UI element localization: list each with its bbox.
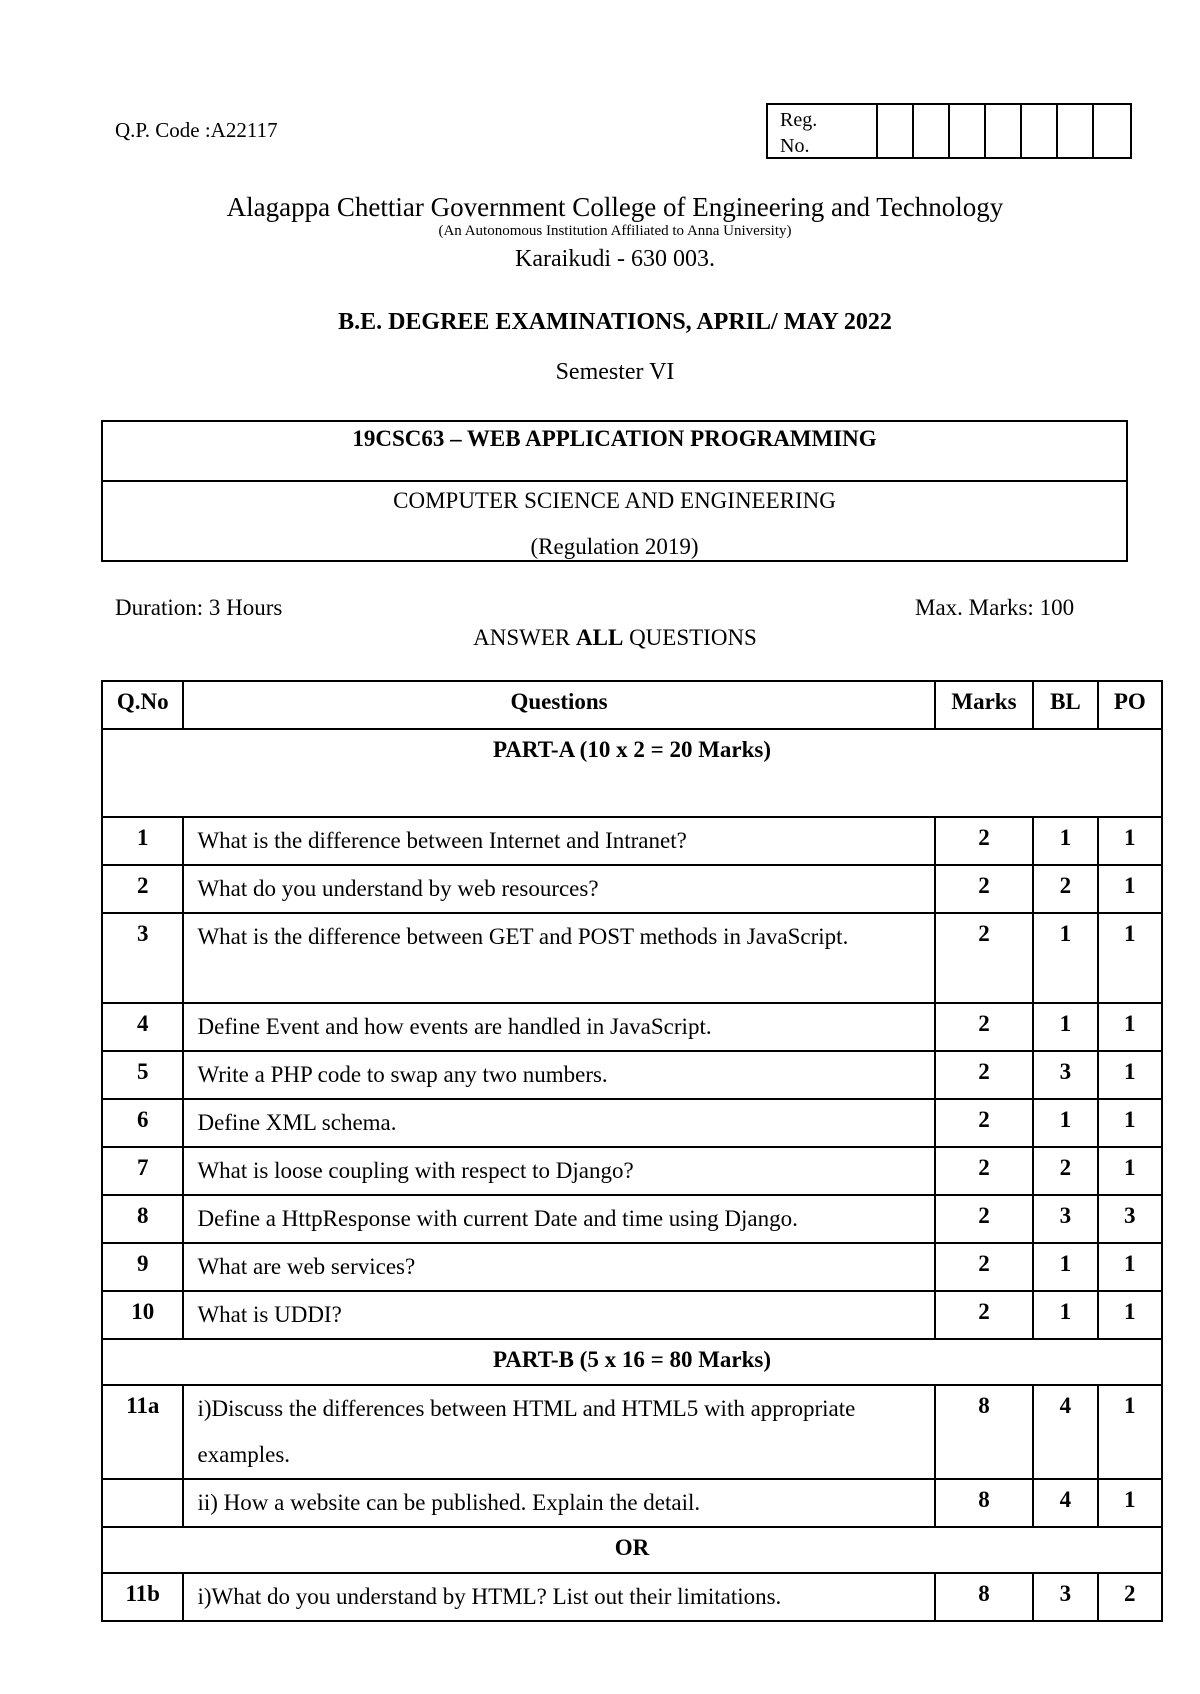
qno: 5 <box>102 1051 183 1099</box>
header-marks: Marks <box>935 681 1034 729</box>
qno: 8 <box>102 1195 183 1243</box>
qno: 1 <box>102 817 183 865</box>
table-row <box>102 1291 1162 1339</box>
bl: 2 <box>1033 1147 1097 1195</box>
reg-no-cell[interactable] <box>914 105 950 157</box>
bl: 1 <box>1033 1291 1097 1339</box>
table-row <box>102 1003 1162 1051</box>
part-b-heading: PART-B (5 x 16 = 80 Marks) <box>102 1339 1162 1385</box>
question: What is loose coupling with respect to Django? <box>183 1147 934 1195</box>
marks: 2 <box>935 1147 1034 1195</box>
qno <box>102 1479 183 1527</box>
reg-no-cell[interactable] <box>878 105 914 157</box>
table-row <box>102 1479 1162 1527</box>
instruction-bold: ALL <box>576 625 624 650</box>
or-row <box>102 1527 1162 1573</box>
po: 3 <box>1098 1195 1162 1243</box>
question: What is the difference between Internet and Intranet? <box>183 817 934 865</box>
part-a-heading: PART-A (10 x 2 = 20 Marks) <box>102 729 1162 817</box>
question-table <box>101 680 1163 1622</box>
bl: 1 <box>1033 1003 1097 1051</box>
marks: 2 <box>935 865 1034 913</box>
exam-title: B.E. DEGREE EXAMINATIONS, APRIL/ MAY 2022 <box>338 309 892 335</box>
po: 1 <box>1098 1479 1162 1527</box>
table-header-row <box>102 681 1162 729</box>
reg-no-cell[interactable] <box>986 105 1022 157</box>
course-box <box>101 420 1128 562</box>
qno: 6 <box>102 1099 183 1147</box>
po: 1 <box>1098 865 1162 913</box>
marks: 2 <box>935 1195 1034 1243</box>
table-row <box>102 1243 1162 1291</box>
question: Define XML schema. <box>183 1099 934 1147</box>
instruction-prefix: ANSWER <box>473 625 577 650</box>
question: i)Discuss the differences between HTML and HTML5 with appropriate examples. <box>183 1385 934 1479</box>
marks: 2 <box>935 1003 1034 1051</box>
reg-no-cell[interactable] <box>1058 105 1094 157</box>
bl: 1 <box>1033 1243 1097 1291</box>
bl: 3 <box>1033 1051 1097 1099</box>
instruction <box>0 625 1200 651</box>
po: 1 <box>1098 1003 1162 1051</box>
marks: 2 <box>935 817 1034 865</box>
po: 1 <box>1098 1243 1162 1291</box>
semester: Semester VI <box>555 359 675 385</box>
po: 2 <box>1098 1573 1162 1621</box>
department: COMPUTER SCIENCE AND ENGINEERING <box>393 488 836 513</box>
question: What are web services? <box>183 1243 934 1291</box>
duration: Duration: 3 Hours <box>115 595 283 620</box>
table-row <box>102 1385 1162 1479</box>
question: Define Event and how events are handled in JavaScript. <box>183 1003 934 1051</box>
qno: 10 <box>102 1291 183 1339</box>
qno: 9 <box>102 1243 183 1291</box>
bl: 4 <box>1033 1385 1097 1479</box>
table-row <box>102 1195 1162 1243</box>
bl: 3 <box>1033 1573 1097 1621</box>
marks: 2 <box>935 1291 1034 1339</box>
bl: 1 <box>1033 1099 1097 1147</box>
table-row <box>102 1573 1162 1621</box>
table-row <box>102 817 1162 865</box>
bl: 4 <box>1033 1479 1097 1527</box>
qno: 4 <box>102 1003 183 1051</box>
qp-code: Q.P. Code :A22117 <box>115 118 278 142</box>
header-qno: Q.No <box>102 681 183 729</box>
marks: 8 <box>935 1479 1034 1527</box>
table-row <box>102 1099 1162 1147</box>
question: Write a PHP code to swap any two numbers. <box>183 1051 934 1099</box>
regulation: (Regulation 2019) <box>530 534 699 559</box>
marks: 2 <box>935 1099 1034 1147</box>
question: Define a HttpResponse with current Date and time using Django. <box>183 1195 934 1243</box>
reg-label-line-2: No. <box>780 135 810 157</box>
qno: 2 <box>102 865 183 913</box>
reg-no-cell[interactable] <box>1022 105 1058 157</box>
bl: 2 <box>1033 865 1097 913</box>
po: 1 <box>1098 1385 1162 1479</box>
table-row <box>102 913 1162 1003</box>
po: 1 <box>1098 1051 1162 1099</box>
question: What do you understand by web resources? <box>183 865 934 913</box>
part-a-row <box>102 729 1162 817</box>
po: 1 <box>1098 1291 1162 1339</box>
or-label: OR <box>102 1527 1162 1573</box>
reg-no-cell[interactable] <box>1094 105 1130 157</box>
qno: 7 <box>102 1147 183 1195</box>
bl: 1 <box>1033 913 1097 1003</box>
college-name: Alagappa Chettiar Government College of Engineering and Technology <box>226 192 1004 222</box>
po: 1 <box>1098 817 1162 865</box>
instruction-suffix: QUESTIONS <box>623 625 757 650</box>
max-marks: Max. Marks: 100 <box>915 595 1075 620</box>
reg-no-cell[interactable] <box>950 105 986 157</box>
marks: 8 <box>935 1573 1034 1621</box>
part-b-row <box>102 1339 1162 1385</box>
course-title: 19CSC63 – WEB APPLICATION PROGRAMMING <box>103 422 1126 482</box>
question: What is the difference between GET and POST methods in JavaScript. <box>183 913 934 1003</box>
table-row <box>102 1051 1162 1099</box>
qno: 11b <box>102 1573 183 1621</box>
header-po: PO <box>1098 681 1162 729</box>
qno: 11a <box>102 1385 183 1479</box>
header-bl: BL <box>1033 681 1097 729</box>
college-city: Karaikudi - 630 003. <box>515 246 715 272</box>
bl: 1 <box>1033 817 1097 865</box>
marks: 2 <box>935 913 1034 1003</box>
po: 1 <box>1098 913 1162 1003</box>
reg-label-line-1: Reg. <box>780 109 818 131</box>
bl: 3 <box>1033 1195 1097 1243</box>
qno: 3 <box>102 913 183 1003</box>
header-questions: Questions <box>183 681 934 729</box>
college-affiliation: (An Autonomous Institution Affiliated to Anna University) <box>438 223 792 239</box>
marks: 8 <box>935 1385 1034 1479</box>
table-row <box>102 1147 1162 1195</box>
question: What is UDDI? <box>183 1291 934 1339</box>
marks: 2 <box>935 1243 1034 1291</box>
reg-no-box <box>766 103 1132 159</box>
reg-no-label <box>768 105 878 157</box>
question: i)What do you understand by HTML? List out their limitations. <box>183 1573 934 1621</box>
question: ii) How a website can be published. Explain the detail. <box>183 1479 934 1527</box>
marks: 2 <box>935 1051 1034 1099</box>
table-row <box>102 865 1162 913</box>
po: 1 <box>1098 1099 1162 1147</box>
po: 1 <box>1098 1147 1162 1195</box>
